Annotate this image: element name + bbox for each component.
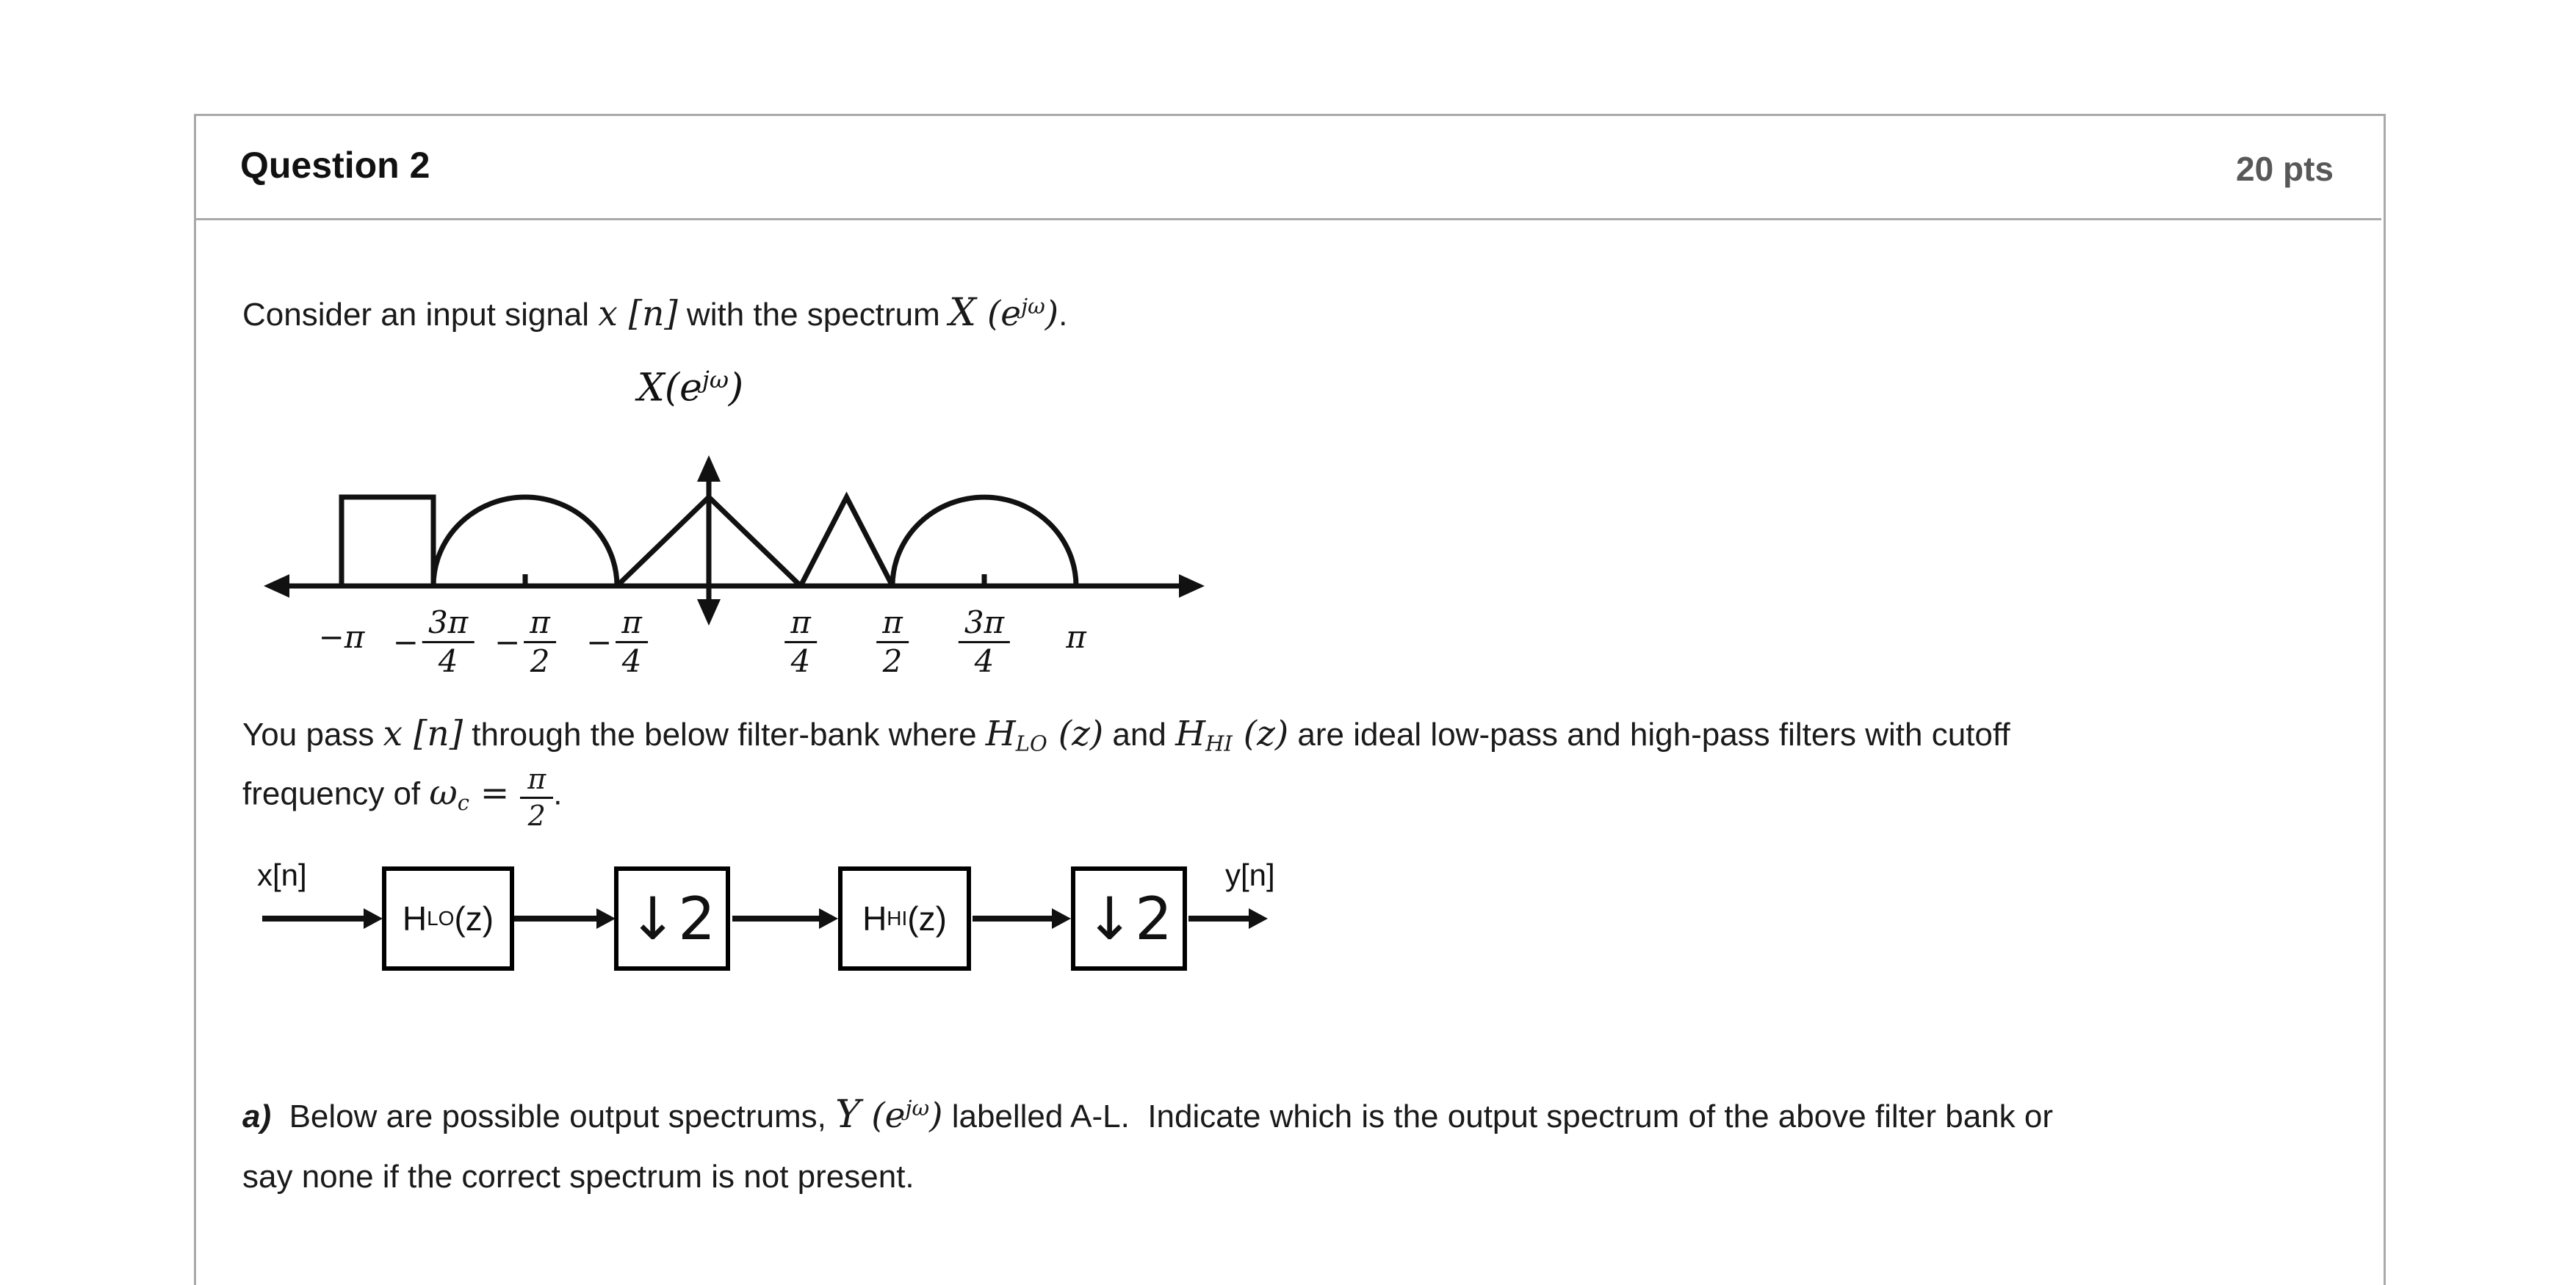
pa-text-2: labelled A-L. Indicate which is the output spectrum of the above filter bank or bbox=[942, 1098, 2054, 1134]
diagram-block-hhi: H HI (z) bbox=[838, 866, 971, 971]
math-xn-2: x [n] bbox=[383, 714, 463, 754]
math-X: X bbox=[948, 291, 976, 335]
intro-paragraph bbox=[242, 291, 1067, 335]
part-a-line1 bbox=[242, 1093, 2053, 1137]
vertical-axis-arrow-down-icon bbox=[697, 599, 721, 626]
frac-denominator: 2 bbox=[527, 799, 546, 832]
hhi-arg: (z) bbox=[907, 900, 947, 938]
header-divider bbox=[196, 218, 2381, 220]
axis-tick-label: $\frac{\pi}{2}$ bbox=[876, 607, 909, 678]
pa-text-1: Below are possible output spectrums, bbox=[271, 1098, 836, 1134]
axis-tick-label: π bbox=[1066, 619, 1086, 655]
math-Hhi: H bbox=[1175, 714, 1206, 754]
hlo-base: H bbox=[402, 900, 427, 938]
spectrum-shape-semicircle bbox=[892, 497, 1076, 586]
p2-text-2: through the below filter-bank where bbox=[463, 717, 986, 753]
question-points: 20 pts bbox=[2236, 150, 2334, 188]
diagram-arrow-3 bbox=[732, 916, 819, 922]
axis-tick-label: $\frac{\pi}{4}$ bbox=[784, 607, 817, 678]
question-title: Question 2 bbox=[240, 145, 430, 186]
math-X-open: (e bbox=[976, 294, 1022, 334]
intro-text-2: with the spectrum bbox=[677, 297, 949, 333]
hlo-arg: (z) bbox=[454, 900, 494, 938]
axis-tick-label: − $\frac{\pi}{2}$ bbox=[494, 607, 556, 678]
downsample-2-label: ↓2 bbox=[1085, 884, 1173, 953]
math-omega-sub: c bbox=[457, 789, 469, 815]
axis-arrow-left-icon bbox=[264, 574, 289, 598]
spectrum-title-close: ) bbox=[728, 366, 744, 410]
math-X-exponent: jω bbox=[1021, 294, 1045, 319]
spectrum-shape-semicircle bbox=[433, 497, 617, 586]
math-Hhi-sub: HI bbox=[1205, 731, 1233, 756]
part-a-line2: say none if the correct spectrum is not present. bbox=[242, 1159, 914, 1195]
diagram-arrow-1 bbox=[262, 916, 364, 922]
vertical-axis-arrow-up-icon bbox=[697, 455, 721, 482]
frac-numerator: π bbox=[520, 764, 553, 799]
diagram-block-downsample-1 bbox=[614, 866, 730, 971]
diagram-block-downsample-2 bbox=[1071, 866, 1187, 971]
diagram-output-label: y[n] bbox=[1225, 858, 1275, 892]
math-Y-exponent: jω bbox=[905, 1096, 930, 1121]
axis-tick-label: $\frac{3\pi}{4}$ bbox=[959, 607, 1010, 678]
math-equals: = bbox=[469, 772, 521, 814]
math-Hlo-arg: (z) bbox=[1047, 714, 1104, 754]
spectrum-title-base: X(e bbox=[637, 366, 702, 410]
math-X-close: ) bbox=[1045, 294, 1059, 334]
math-Hlo: H bbox=[985, 714, 1016, 754]
math-pi-over-2 bbox=[520, 764, 553, 831]
filterbank-paragraph-line2 bbox=[242, 762, 562, 830]
p2-text-5: frequency of bbox=[242, 775, 430, 812]
diagram-arrow-2 bbox=[514, 916, 596, 922]
diagram-arrow-5 bbox=[1188, 916, 1249, 922]
math-omega: ω bbox=[429, 772, 458, 814]
math-xn: x [n] bbox=[598, 294, 678, 334]
axis-arrow-right-icon bbox=[1179, 574, 1205, 598]
spectrum-shape-rect bbox=[342, 497, 433, 586]
axis-tick-label: − $\frac{3\pi}{4}$ bbox=[393, 607, 475, 678]
downsample-1-label: ↓2 bbox=[628, 884, 716, 953]
spectrum-shape-triangle bbox=[801, 497, 892, 586]
axis-tick-label: − $\frac{\pi}{4}$ bbox=[586, 607, 648, 678]
spectrum-title-sup: jω bbox=[701, 366, 729, 394]
intro-text-1: Consider an input signal bbox=[242, 297, 599, 333]
p2-text-3: and bbox=[1103, 717, 1176, 753]
p2-text-6: . bbox=[553, 775, 563, 812]
intro-text-3: . bbox=[1058, 297, 1068, 333]
math-Hlo-sub: LO bbox=[1015, 731, 1047, 756]
p2-text-1: You pass bbox=[242, 717, 383, 753]
math-Hhi-arg: (z) bbox=[1232, 714, 1289, 754]
axis-tick-label: −π bbox=[318, 619, 365, 655]
part-a-label: a) bbox=[242, 1098, 272, 1134]
math-Y-open: (e bbox=[860, 1096, 906, 1136]
diagram-block-hlo: H LO (z) bbox=[382, 866, 514, 971]
p2-text-4: are ideal low-pass and high-pass filters with cutoff bbox=[1288, 717, 2010, 753]
math-Y: Y bbox=[835, 1093, 861, 1137]
hhi-base: H bbox=[862, 900, 887, 938]
diagram-arrow-4 bbox=[973, 916, 1052, 922]
math-Y-close: ) bbox=[929, 1096, 943, 1136]
diagram-input-label: x[n] bbox=[257, 858, 307, 892]
filterbank-paragraph-line1 bbox=[242, 714, 2010, 756]
